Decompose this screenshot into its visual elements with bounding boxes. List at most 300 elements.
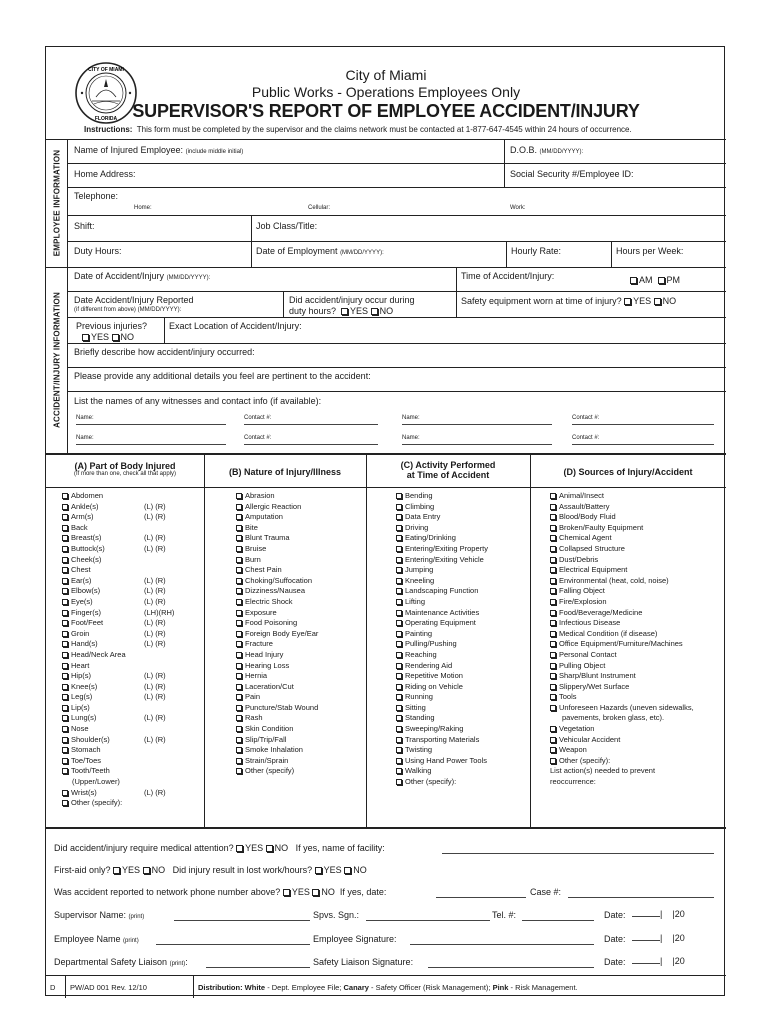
left-right-label: (LH)(RH) — [144, 607, 175, 617]
checklist-item[interactable] — [396, 586, 528, 597]
lostwork-yes-checkbox[interactable] — [315, 867, 322, 874]
item-checkbox[interactable] — [550, 758, 556, 764]
item-checkbox[interactable] — [396, 715, 402, 721]
checklist-item[interactable] — [396, 650, 528, 661]
checklist-item[interactable] — [62, 745, 202, 756]
item-checkbox[interactable] — [62, 715, 68, 721]
am-checkbox[interactable] — [630, 277, 637, 284]
item-label: Tools — [559, 692, 577, 702]
work-phone-label: Work: — [510, 205, 526, 211]
item-checkbox[interactable] — [396, 631, 402, 637]
witness-contact-3: Contact #: — [244, 435, 272, 441]
item-checkbox[interactable] — [62, 758, 68, 764]
item-label: Pulling Object — [559, 660, 606, 670]
item-checkbox[interactable] — [62, 610, 68, 616]
item-checkbox[interactable] — [396, 535, 402, 541]
checklist-item[interactable] — [396, 703, 528, 714]
item-label: Abdomen — [71, 491, 104, 500]
item-label: Sweeping/Raking — [405, 724, 464, 734]
checklist-item[interactable] — [62, 798, 202, 809]
item-checkbox[interactable] — [62, 514, 68, 520]
prev-no-checkbox[interactable] — [112, 334, 119, 341]
item-checkbox[interactable] — [236, 705, 242, 711]
checklist-item[interactable] — [236, 671, 364, 682]
item-checkbox[interactable] — [62, 599, 68, 605]
item-checkbox[interactable] — [62, 768, 68, 774]
item-checkbox[interactable] — [62, 694, 68, 700]
item-checkbox[interactable] — [236, 663, 242, 669]
left-right-label: (L) (R) — [144, 692, 166, 702]
checklist-item[interactable] — [62, 713, 202, 724]
item-checkbox[interactable] — [236, 726, 242, 732]
item-checkbox[interactable] — [236, 578, 242, 584]
checklist-item[interactable] — [236, 597, 364, 608]
checklist-item[interactable] — [550, 597, 726, 608]
checklist-item[interactable] — [62, 724, 202, 735]
checklist-item[interactable] — [550, 555, 726, 566]
checklist-item[interactable] — [396, 745, 528, 756]
item-label: Stomach — [71, 745, 101, 755]
item-checkbox[interactable] — [62, 737, 68, 743]
item-label: Allergic Reaction — [245, 501, 302, 511]
item-checkbox[interactable] — [396, 641, 402, 647]
item-checkbox[interactable] — [396, 567, 402, 573]
item-checkbox[interactable] — [396, 705, 402, 711]
medical-yes-checkbox[interactable] — [236, 845, 243, 852]
item-checkbox[interactable] — [62, 567, 68, 573]
item-checkbox[interactable] — [62, 790, 68, 796]
checklist-item[interactable] — [62, 565, 202, 576]
item-label: Leg(s) — [71, 692, 93, 702]
item-checkbox[interactable] — [396, 663, 402, 669]
item-label: Head Injury — [245, 649, 284, 659]
item-label: Laceration/Cut — [245, 681, 294, 691]
instructions: Instructions: This form must be completed by the supervisor and the claims network must be contacted at 1-877-647-4545 within 24 hours of occurrence. — [84, 125, 632, 134]
checklist-item[interactable] — [396, 576, 528, 587]
checklist-item[interactable] — [550, 576, 726, 587]
checklist-item[interactable] — [62, 533, 202, 544]
item-checkbox[interactable] — [62, 705, 68, 711]
item-checkbox[interactable] — [236, 567, 242, 573]
checklist-item[interactable] — [236, 766, 364, 777]
duty-no-checkbox[interactable] — [371, 308, 378, 315]
item-label: Pulling/Pushing — [405, 639, 457, 649]
employee-info-side-label: EMPLOYEE INFORMATION — [46, 139, 68, 267]
checklist-item[interactable] — [236, 555, 364, 566]
checklist-item[interactable] — [236, 661, 364, 672]
checklist-item[interactable] — [62, 639, 202, 650]
item-checkbox[interactable] — [62, 684, 68, 690]
item-checkbox[interactable] — [62, 546, 68, 552]
checklist-item[interactable] — [396, 523, 528, 534]
checklist-item[interactable] — [550, 682, 726, 693]
item-checkbox[interactable] — [396, 610, 402, 616]
liaison-date-label: Date: — [604, 957, 626, 967]
checklist-item[interactable] — [62, 555, 202, 566]
checklist-item[interactable] — [62, 618, 202, 629]
checklist-item[interactable] — [396, 724, 528, 735]
item-label: Head/Neck Area — [71, 649, 126, 659]
item-checkbox[interactable] — [550, 684, 556, 690]
item-label: Knee(s) — [71, 681, 98, 691]
item-checkbox[interactable] — [550, 747, 556, 753]
checklist-item[interactable] — [236, 491, 364, 502]
checklist-item[interactable] — [236, 523, 364, 534]
item-label: Other (specify): — [405, 777, 457, 787]
checklist-item[interactable] — [62, 512, 202, 523]
firstaid-yes-checkbox[interactable] — [113, 867, 120, 874]
checklist-item[interactable] — [236, 502, 364, 513]
item-checkbox[interactable] — [550, 567, 556, 573]
item-checkbox[interactable] — [550, 578, 556, 584]
checklist-item[interactable] — [236, 735, 364, 746]
item-checkbox[interactable] — [62, 800, 68, 806]
checklist-item[interactable] — [396, 639, 528, 650]
item-checkbox[interactable] — [236, 588, 242, 594]
checklist-item[interactable] — [396, 629, 528, 640]
checklist-item[interactable] — [396, 502, 528, 513]
checklist-item[interactable] — [236, 512, 364, 523]
shift-label: Shift: — [74, 221, 95, 231]
checklist-item[interactable] — [62, 544, 202, 555]
checklist-item[interactable] — [236, 713, 364, 724]
item-checkbox[interactable] — [550, 641, 556, 647]
item-label: Broken/Faulty Equipment — [559, 522, 644, 532]
checklist-item[interactable] — [236, 576, 364, 587]
item-checkbox[interactable] — [236, 768, 242, 774]
item-checkbox[interactable] — [396, 758, 402, 764]
item-checkbox[interactable] — [396, 652, 402, 658]
item-checkbox[interactable] — [62, 588, 68, 594]
checklist-item[interactable] — [396, 766, 528, 777]
item-checkbox[interactable] — [550, 557, 556, 563]
describe-label: Briefly describe how accident/injury occurred: — [74, 347, 255, 357]
checklist-item[interactable] — [396, 565, 528, 576]
item-checkbox[interactable] — [236, 514, 242, 520]
item-checkbox[interactable] — [236, 694, 242, 700]
item-checkbox[interactable] — [236, 652, 242, 658]
item-label: Twisting — [405, 745, 433, 755]
checklist-item[interactable] — [62, 491, 202, 502]
am-pm-choice[interactable]: AM PM — [630, 275, 680, 285]
item-checkbox[interactable] — [550, 504, 556, 510]
checklist-item[interactable] — [550, 745, 726, 756]
checklist-item[interactable] — [550, 661, 726, 672]
checklist-item[interactable] — [396, 597, 528, 608]
checklist-item[interactable] — [62, 597, 202, 608]
item-checkbox[interactable] — [396, 514, 402, 520]
checklist-item[interactable] — [236, 692, 364, 703]
checklist-item[interactable] — [550, 608, 726, 619]
item-checkbox[interactable] — [236, 737, 242, 743]
item-label: Hip(s) — [71, 671, 91, 681]
checklist-item[interactable] — [550, 692, 726, 703]
checklist-item[interactable] — [236, 618, 364, 629]
column-a-header: (A) Part of Body Injured (If more than one, check all that apply) — [73, 461, 177, 477]
item-checkbox[interactable] — [396, 620, 402, 626]
item-label: Foot/Feet — [71, 618, 104, 628]
reported-no-checkbox[interactable] — [312, 889, 319, 896]
item-label: Food/Beverage/Medicine — [559, 607, 643, 617]
checklist-item[interactable] — [62, 502, 202, 513]
item-label: Back — [71, 522, 88, 532]
checklist-item[interactable] — [396, 618, 528, 629]
item-checkbox[interactable] — [396, 504, 402, 510]
item-checkbox[interactable] — [62, 525, 68, 531]
item-checkbox[interactable] — [550, 694, 556, 700]
item-checkbox[interactable] — [396, 588, 402, 594]
item-label: Other (specify): — [559, 755, 611, 765]
item-checkbox[interactable] — [396, 747, 402, 753]
checklist-item[interactable] — [396, 692, 528, 703]
item-checkbox[interactable] — [550, 620, 556, 626]
item-checkbox[interactable] — [236, 535, 242, 541]
accident-info-side-label: ACCIDENT/INJURY INFORMATION — [46, 267, 68, 453]
checklist-item[interactable] — [550, 703, 726, 714]
item-checkbox[interactable] — [236, 610, 242, 616]
item-checkbox[interactable] — [550, 599, 556, 605]
checklist-item[interactable] — [62, 650, 202, 661]
checklist-item[interactable] — [550, 491, 726, 502]
item-checkbox[interactable] — [62, 557, 68, 563]
checklist-item[interactable] — [236, 565, 364, 576]
checklist-item[interactable] — [550, 586, 726, 597]
checklist-item[interactable] — [550, 671, 726, 682]
item-checkbox[interactable] — [550, 663, 556, 669]
checklist-item[interactable] — [396, 713, 528, 724]
checklist-item[interactable] — [396, 555, 528, 566]
safety-no-checkbox[interactable] — [654, 298, 661, 305]
checklist-item[interactable] — [62, 692, 202, 703]
item-checkbox[interactable] — [62, 663, 68, 669]
item-checkbox[interactable] — [62, 620, 68, 626]
checklist-item[interactable] — [396, 661, 528, 672]
checklist-item[interactable] — [236, 586, 364, 597]
item-checkbox[interactable] — [236, 673, 242, 679]
item-checkbox[interactable] — [236, 620, 242, 626]
supervisor-date-field[interactable]: | |20 — [632, 902, 685, 919]
liaison-date-field[interactable]: | |20 — [632, 949, 685, 966]
checklist-item[interactable] — [396, 544, 528, 555]
item-checkbox[interactable] — [236, 747, 242, 753]
item-checkbox[interactable] — [396, 546, 402, 552]
left-right-label: (L) (R) — [144, 787, 166, 797]
item-checkbox[interactable] — [550, 525, 556, 531]
item-checkbox[interactable] — [550, 588, 556, 594]
item-checkbox[interactable] — [236, 546, 242, 552]
left-right-label: (L) (R) — [144, 586, 166, 596]
checklist-item[interactable] — [236, 703, 364, 714]
checklist-item[interactable] — [62, 661, 202, 672]
item-checkbox[interactable] — [396, 673, 402, 679]
witness-name-4: Name: — [402, 435, 420, 441]
hours-per-week-label: Hours per Week: — [616, 246, 684, 256]
item-checkbox[interactable] — [236, 599, 242, 605]
checklist-item[interactable] — [62, 703, 202, 714]
checklist-item[interactable] — [550, 724, 726, 735]
item-label: Blunt Trauma — [245, 533, 290, 543]
first-aid-question[interactable]: First-aid only? YES NO Did injury result in lost work/hours? YES NO — [54, 865, 367, 875]
supervisor-date-label: Date: — [604, 910, 626, 920]
item-checkbox[interactable] — [396, 557, 402, 563]
item-checkbox[interactable] — [550, 535, 556, 541]
item-checkbox[interactable] — [396, 737, 402, 743]
checklist-item[interactable] — [62, 735, 202, 746]
item-checkbox[interactable] — [550, 514, 556, 520]
item-checkbox[interactable] — [396, 726, 402, 732]
item-checkbox[interactable] — [396, 599, 402, 605]
safety-equipment-question[interactable]: Safety equipment worn at time of injury? YES NO — [461, 296, 677, 306]
item-checkbox[interactable] — [550, 673, 556, 679]
lostwork-no-checkbox[interactable] — [344, 867, 351, 874]
item-checkbox[interactable] — [236, 493, 242, 499]
checklist-item[interactable] — [62, 682, 202, 693]
checklist-item[interactable] — [236, 544, 364, 555]
checklist-item[interactable] — [550, 650, 726, 661]
checklist-item[interactable] — [236, 533, 364, 544]
item-checkbox[interactable] — [236, 504, 242, 510]
checklist-item[interactable] — [396, 671, 528, 682]
item-checkbox[interactable] — [396, 578, 402, 584]
item-checkbox[interactable] — [62, 578, 68, 584]
item-checkbox[interactable] — [550, 737, 556, 743]
checklist-item[interactable] — [550, 639, 726, 650]
item-checkbox[interactable] — [550, 493, 556, 499]
checklist-item[interactable] — [396, 608, 528, 619]
column-b-header: (B) Nature of Injury/Illness — [228, 467, 342, 477]
firstaid-no-checkbox[interactable] — [143, 867, 150, 874]
item-checkbox[interactable] — [62, 641, 68, 647]
item-checkbox[interactable] — [62, 504, 68, 510]
item-label: Tooth/Teeth — [71, 766, 110, 776]
safety-yes-checkbox[interactable] — [624, 298, 631, 305]
item-label: Hernia — [245, 671, 268, 681]
footer-form-id: PW/AD 001 Rev. 12/10 — [66, 976, 194, 998]
checklist-item[interactable] — [550, 756, 726, 767]
checklist-item[interactable] — [236, 724, 364, 735]
item-checkbox[interactable] — [550, 546, 556, 552]
item-label: Slip/Trip/Fall — [245, 734, 287, 744]
checklist-item[interactable] — [550, 533, 726, 544]
medical-no-checkbox[interactable] — [266, 845, 273, 852]
checklist-item[interactable] — [62, 629, 202, 640]
checklist-item[interactable] — [550, 618, 726, 629]
item-label: Hand(s) — [71, 639, 98, 649]
checklist-item[interactable] — [236, 629, 364, 640]
checklist-item[interactable] — [550, 502, 726, 513]
checklist-item[interactable] — [396, 682, 528, 693]
item-label: Riding on Vehicle — [405, 681, 463, 691]
checklist-item[interactable] — [396, 735, 528, 746]
item-label: Bruise — [245, 543, 267, 553]
checklist-item[interactable] — [550, 565, 726, 576]
item-checkbox[interactable] — [236, 631, 242, 637]
checklist-item[interactable] — [62, 523, 202, 534]
footer-code: D — [46, 976, 66, 998]
item-checkbox[interactable] — [62, 726, 68, 732]
checklist-item[interactable] — [62, 608, 202, 619]
checklist-item[interactable] — [62, 756, 202, 767]
reported-yes-checkbox[interactable] — [283, 889, 290, 896]
item-checkbox[interactable] — [550, 726, 556, 732]
checklist-item[interactable] — [236, 639, 364, 650]
checklist-item[interactable] — [236, 745, 364, 756]
item-checkbox[interactable] — [62, 673, 68, 679]
item-checkbox[interactable] — [550, 631, 556, 637]
checklist-item[interactable] — [550, 544, 726, 555]
item-checkbox[interactable] — [236, 715, 242, 721]
item-label: Entering/Exiting Vehicle — [405, 554, 484, 564]
checklist-item[interactable] — [62, 671, 202, 682]
checklist-item[interactable] — [236, 682, 364, 693]
duty-yes-checkbox[interactable] — [341, 308, 348, 315]
item-checkbox[interactable] — [396, 525, 402, 531]
item-checkbox[interactable] — [236, 641, 242, 647]
item-checkbox[interactable] — [62, 747, 68, 753]
checklist-item[interactable] — [396, 533, 528, 544]
item-label: Chest — [71, 565, 91, 575]
item-checkbox[interactable] — [62, 493, 68, 499]
item-label: Foreign Body Eye/Ear — [245, 628, 319, 638]
item-checkbox[interactable] — [62, 535, 68, 541]
checklist-item[interactable] — [62, 777, 202, 788]
item-checkbox[interactable] — [62, 631, 68, 637]
item-checkbox[interactable] — [550, 610, 556, 616]
checklist-item[interactable] — [396, 491, 528, 502]
checklist-item[interactable] — [236, 608, 364, 619]
checklist-item[interactable] — [236, 756, 364, 767]
checklist-item[interactable] — [550, 629, 726, 640]
medical-attention-question[interactable]: Did accident/injury require medical attention? YES NO If yes, name of facility: — [54, 843, 385, 853]
item-checkbox[interactable] — [236, 758, 242, 764]
checklist-item[interactable] — [62, 586, 202, 597]
item-label: Chest Pain — [245, 565, 282, 575]
checklist-item[interactable] — [236, 650, 364, 661]
item-checkbox[interactable] — [62, 652, 68, 658]
item-checkbox[interactable] — [236, 684, 242, 690]
item-checkbox[interactable] — [550, 652, 556, 658]
checklist-item[interactable] — [550, 523, 726, 534]
checklist-item[interactable] — [550, 512, 726, 523]
checklist-item[interactable] — [396, 512, 528, 523]
checklist-item[interactable] — [62, 576, 202, 587]
item-checkbox[interactable] — [396, 768, 402, 774]
item-checkbox[interactable] — [236, 557, 242, 563]
employee-date-field[interactable]: | |20 — [632, 926, 685, 943]
checklist-item[interactable] — [396, 756, 528, 767]
pm-checkbox[interactable] — [658, 277, 665, 284]
checklist-item[interactable] — [396, 777, 528, 788]
left-right-label: (L) (R) — [144, 681, 166, 691]
item-checkbox[interactable] — [396, 684, 402, 690]
item-checkbox[interactable] — [396, 779, 402, 785]
previous-injuries-choice[interactable]: YES NO — [82, 332, 134, 342]
item-checkbox[interactable] — [396, 493, 402, 499]
item-label: Rendering Aid — [405, 660, 453, 670]
body-part-list — [62, 491, 202, 809]
item-checkbox[interactable] — [396, 694, 402, 700]
network-reported-question[interactable]: Was accident reported to network phone number above? YES NO If yes, date: — [54, 887, 387, 897]
prevent-action-label: List action(s) needed to prevent — [550, 766, 656, 776]
item-checkbox[interactable] — [550, 705, 556, 711]
checklist-item[interactable] — [62, 766, 202, 777]
checklist-item[interactable] — [62, 788, 202, 799]
activity-list — [396, 491, 528, 788]
checklist-item[interactable] — [550, 735, 726, 746]
prev-yes-checkbox[interactable] — [82, 334, 89, 341]
item-checkbox[interactable] — [236, 525, 242, 531]
during-duty-choice[interactable]: duty hours? YES NO — [289, 306, 394, 316]
